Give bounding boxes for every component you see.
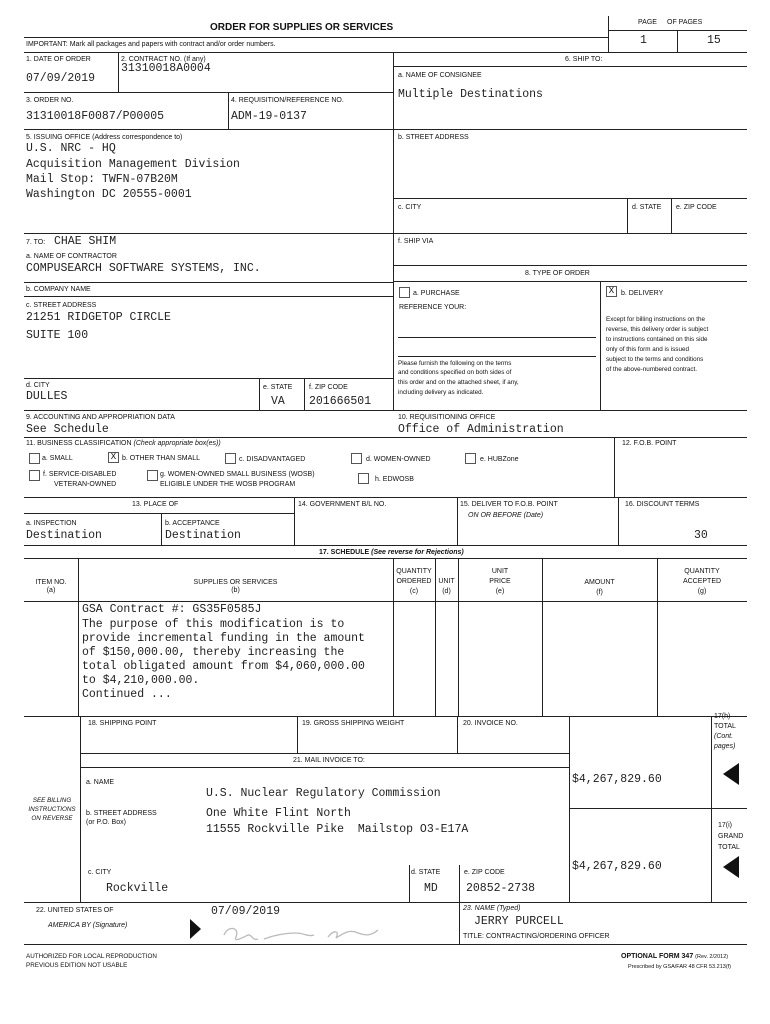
issuing-office-label: 5. ISSUING OFFICE (Address correspondence to)	[26, 134, 183, 141]
see-billing-line: ON REVERSE	[31, 815, 73, 822]
of-pages-label: OF PAGES	[667, 19, 703, 26]
col-supplies-letter: (b)	[231, 587, 240, 594]
col-qty-letter: (c)	[409, 588, 419, 595]
col-amount-title: AMOUNT	[584, 579, 615, 586]
col-price	[458, 568, 542, 596]
ship-city-label: c. CITY	[398, 204, 422, 211]
ship-via-label: f. SHIP VIA	[398, 238, 434, 245]
col-supplies	[78, 579, 393, 595]
col-amount-letter: (f)	[596, 589, 603, 596]
consignee-label: a. NAME OF CONSIGNEE	[398, 72, 482, 79]
total-cont-label-line: TOTAL	[714, 723, 736, 730]
col-item-title: ITEM NO.	[35, 579, 67, 586]
ship-state-label: d. STATE	[632, 204, 662, 211]
ship-to-label: 6. SHIP TO:	[565, 56, 603, 63]
contractor-value: COMPUSEARCH SOFTWARE SYSTEMS, INC.	[26, 262, 261, 275]
company-name-label: b. COMPANY NAME	[26, 286, 91, 293]
disadvantaged-checkbox[interactable]	[225, 453, 236, 464]
accounting-label: 9. ACCOUNTING AND APPROPRIATION DATA	[26, 414, 175, 421]
contractor-state-value: VA	[271, 395, 285, 408]
sdvo-label: f. SERVICE-DISABLED	[43, 471, 117, 478]
order-no-label: 3. ORDER NO.	[26, 97, 74, 104]
type-of-order-label: 8. TYPE OF ORDER	[525, 270, 590, 277]
col-price-title2: PRICE	[489, 578, 511, 585]
description-line: provide incremental funding in the amount	[82, 632, 365, 645]
delivery-note-line: reverse, this delivery order is subject	[606, 326, 709, 333]
furnish-note-line: including delivery as indicated.	[398, 389, 484, 396]
delivery-note-line: to instructions contained on this side	[606, 336, 708, 343]
acceptance-label: b. ACCEPTANCE	[165, 520, 220, 527]
col-qty-title: QUANTITY	[396, 568, 432, 575]
footer-form-id	[621, 953, 728, 961]
gross-weight-label: 19. GROSS SHIPPING WEIGHT	[302, 720, 405, 727]
see-billing-line: SEE BILLING	[32, 797, 72, 804]
small-checkbox[interactable]	[29, 453, 40, 464]
col-price-title: UNIT	[491, 568, 509, 575]
business-class-label	[26, 440, 221, 448]
deliver-fob-label-2: ON OR BEFORE (Date)	[468, 512, 544, 519]
delivery-note-line: Except for billing instructions on the	[606, 316, 706, 323]
hubzone-label: e. HUBZone	[480, 456, 519, 463]
contractor-street-2: SUITE 100	[26, 329, 89, 342]
small-label: a. SMALL	[42, 455, 73, 462]
col-item-letter: (a)	[46, 587, 56, 594]
col-supplies-title: SUPPLIES OR SERVICES	[193, 579, 278, 586]
invoice-name-value: U.S. Nuclear Regulatory Commission	[206, 787, 441, 800]
total-cont-label-line: (Cont.	[714, 733, 734, 740]
signature-date: 07/09/2019	[211, 905, 281, 918]
disadvantaged-label: c. DISADVANTAGED	[239, 456, 306, 463]
contract-no-value: 31310018A0004	[121, 62, 211, 75]
contractor-zip-value: 201666501	[309, 395, 372, 408]
fob-point-label: 12. F.O.B. POINT	[622, 440, 677, 447]
name-typed-label: 23. NAME (Typed)	[463, 905, 521, 912]
description-line: The purpose of this modification is to	[82, 618, 345, 631]
hubzone-checkbox[interactable]	[465, 453, 476, 464]
total-cont-value: $4,267,829.60	[572, 773, 662, 786]
gov-bl-label: 14. GOVERNMENT B/L NO.	[298, 501, 387, 508]
col-accepted-title2: ACCEPTED	[682, 578, 722, 585]
other-than-small-label: b. OTHER THAN SMALL	[122, 455, 201, 462]
grand-total-label-line: TOTAL	[718, 844, 740, 851]
col-unit-letter: (d)	[442, 588, 451, 595]
usa-by-label: 22. UNITED STATES OF	[36, 907, 114, 914]
contractor-street-label: c. STREET ADDRESS	[26, 302, 97, 309]
invoice-zip-value: 20852-2738	[466, 882, 536, 895]
col-accepted-letter: (g)	[697, 588, 707, 595]
footer-previous-edition: PREVIOUS EDITION NOT USABLE	[26, 962, 128, 969]
total-cont-label-line: pages)	[714, 743, 736, 750]
edwosb-label: h. EDWOSB	[375, 476, 414, 483]
requisitioning-office-label: 10. REQUISITIONING OFFICE	[398, 414, 496, 421]
col-qty	[393, 568, 435, 596]
important-notice: IMPORTANT: Mark all packages and papers with contract and/or order numbers.	[26, 41, 276, 48]
signature-scribble	[218, 921, 388, 947]
total-arrow-icon	[723, 763, 739, 785]
issuing-office-line: Washington DC 20555-0001	[26, 188, 192, 201]
delivery-note-line: only of this form and is issued	[606, 346, 689, 353]
see-billing-line: INSTRUCTIONS	[28, 806, 76, 813]
footer-reproduction: AUTHORIZED FOR LOCAL REPRODUCTION	[26, 953, 157, 960]
ship-zip-label: e. ZIP CODE	[676, 204, 717, 211]
delivery-label: b. DELIVERY	[621, 290, 664, 297]
delivery-checkbox[interactable]: X	[606, 286, 617, 297]
invoice-street-label: b. STREET ADDRESS	[86, 810, 157, 817]
shipping-point-label: 18. SHIPPING POINT	[88, 720, 157, 727]
date-of-order-value: 07/09/2019	[26, 72, 96, 85]
total-pages: 15	[707, 34, 721, 47]
officer-title: TITLE: CONTRACTING/ORDERING OFFICER	[463, 933, 610, 940]
mail-invoice-label: 21. MAIL INVOICE TO:	[293, 757, 365, 764]
invoice-street-1: One White Flint North	[206, 807, 351, 820]
page-label: PAGE	[638, 19, 657, 26]
wosb-label: g. WOMEN-OWNED SMALL BUSINESS (WOSB)	[160, 471, 315, 478]
ship-street-label: b. STREET ADDRESS	[398, 134, 469, 141]
invoice-street-label-2: (or P.O. Box)	[86, 819, 126, 826]
col-accepted-title: QUANTITY	[684, 568, 720, 575]
schedule-note: (See reverse for Rejections)	[371, 549, 464, 556]
reference-your-label: REFERENCE YOUR:	[399, 304, 467, 311]
wosb-checkbox[interactable]	[147, 470, 158, 481]
grand-total-value: $4,267,829.60	[572, 860, 662, 873]
col-unit-title: UNIT	[438, 578, 455, 585]
requisitioning-office-value: Office of Administration	[398, 423, 564, 436]
col-qty-title2: ORDERED	[396, 578, 432, 585]
col-price-letter: (e)	[495, 588, 505, 595]
place-of-label: 13. PLACE OF	[132, 501, 179, 508]
business-class-title: 11. BUSINESS CLASSIFICATION	[26, 440, 132, 447]
invoice-city-value: Rockville	[106, 882, 169, 895]
invoice-no-label: 20. INVOICE NO.	[463, 720, 518, 727]
col-unit	[435, 578, 458, 596]
name-typed-value: JERRY PURCELL	[474, 915, 564, 928]
usa-by-label-2: AMERICA BY (Signature)	[48, 922, 128, 929]
consignee-value: Multiple Destinations	[398, 88, 543, 101]
purchase-label: a. PURCHASE	[413, 290, 460, 297]
invoice-street-2: 11555 Rockville Pike Mailstop O3-E17A	[206, 823, 469, 836]
to-label: 7. TO:	[26, 239, 46, 246]
grand-total-arrow-icon	[723, 856, 739, 878]
acceptance-value: Destination	[165, 529, 241, 542]
sdvo-checkbox[interactable]	[29, 470, 40, 481]
description-line: of $150,000.00, thereby increasing the	[82, 646, 345, 659]
footer-prescribed: Prescribed by GSA/FAR 48 CFR 53.213(f)	[628, 964, 732, 970]
discount-terms-label: 16. DISCOUNT TERMS	[625, 501, 700, 508]
col-amount	[542, 579, 657, 597]
grand-total-label-line: GRAND	[718, 833, 744, 840]
grand-total-label-line: 17(i)	[718, 822, 733, 829]
invoice-state-value: MD	[424, 882, 438, 895]
requisition-no-label: 4. REQUISITION/REFERENCE NO.	[231, 97, 344, 104]
description-line: GSA Contract #: GS35F0585J	[82, 603, 262, 616]
order-no-value: 31310018F0087/P00005	[26, 110, 165, 123]
description-line: Continued ...	[82, 688, 172, 701]
page-number: 1	[640, 34, 647, 47]
schedule-title: 17. SCHEDULE	[319, 549, 370, 556]
contractor-label: a. NAME OF CONTRACTOR	[26, 253, 117, 260]
issuing-office-line: U.S. NRC - HQ	[26, 142, 116, 155]
contractor-city-label: d. CITY	[26, 382, 50, 389]
footer-form-rev: (Rev. 2/2012)	[695, 954, 729, 960]
women-owned-label: d. WOMEN-OWNED	[366, 456, 431, 463]
furnish-note-line: Please furnish the following on the terms	[398, 360, 512, 367]
wosb-label: ELIGIBLE UNDER THE WOSB PROGRAM	[160, 481, 296, 488]
edwosb-checkbox[interactable]	[358, 473, 369, 484]
furnish-note-line: and conditions specified on both sides of	[398, 369, 512, 376]
contract-no-label: 2. CONTRACT NO. (If any)	[121, 56, 206, 63]
description-line: total obligated amount from $4,060,000.00	[82, 660, 365, 673]
sdvo-label: VETERAN-OWNED	[54, 481, 117, 488]
contractor-state-label: e. STATE	[263, 384, 293, 391]
business-class-note: (Check appropriate box(es))	[133, 440, 221, 447]
footer-form-name: OPTIONAL FORM 347	[621, 953, 694, 960]
to-value: CHAE SHIM	[54, 235, 117, 248]
contractor-city-value: DULLES	[26, 390, 68, 403]
issuing-office-line: Mail Stop: TWFN-07B20M	[26, 173, 178, 186]
other-than-small-checkbox[interactable]: X	[108, 452, 119, 463]
form-title: ORDER FOR SUPPLIES OR SERVICES	[210, 22, 394, 33]
contractor-zip-label: f. ZIP CODE	[309, 384, 348, 391]
inspection-label: a. INSPECTION	[26, 520, 77, 527]
contractor-street-1: 21251 RIDGETOP CIRCLE	[26, 311, 171, 324]
inspection-value: Destination	[26, 529, 102, 542]
requisition-no-value: ADM-19-0137	[231, 110, 307, 123]
invoice-zip-label: e. ZIP CODE	[464, 869, 505, 876]
issuing-office-line: Acquisition Management Division	[26, 158, 240, 171]
total-cont-label-line: 17(h)	[714, 713, 731, 720]
col-accepted	[657, 568, 747, 596]
invoice-state-label: d. STATE	[411, 869, 441, 876]
date-of-order-label: 1. DATE OF ORDER	[26, 56, 91, 63]
sign-here-arrow-icon	[190, 919, 201, 939]
purchase-checkbox[interactable]	[399, 287, 410, 298]
furnish-note-line: this order and on the attached sheet, if any,	[398, 379, 519, 386]
deliver-fob-label: 15. DELIVER TO F.O.B. POINT	[460, 501, 558, 508]
invoice-name-label: a. NAME	[86, 779, 115, 786]
accounting-value: See Schedule	[26, 423, 109, 436]
delivery-note-line: of the above-numbered contract.	[606, 366, 698, 373]
col-item	[24, 579, 78, 595]
invoice-city-label: c. CITY	[88, 869, 112, 876]
description-line: to $4,210,000.00.	[82, 674, 200, 687]
delivery-note-line: subject to the terms and conditions	[606, 356, 704, 363]
women-owned-checkbox[interactable]	[351, 453, 362, 464]
discount-terms-value: 30	[694, 529, 708, 542]
schedule-label	[319, 549, 464, 557]
